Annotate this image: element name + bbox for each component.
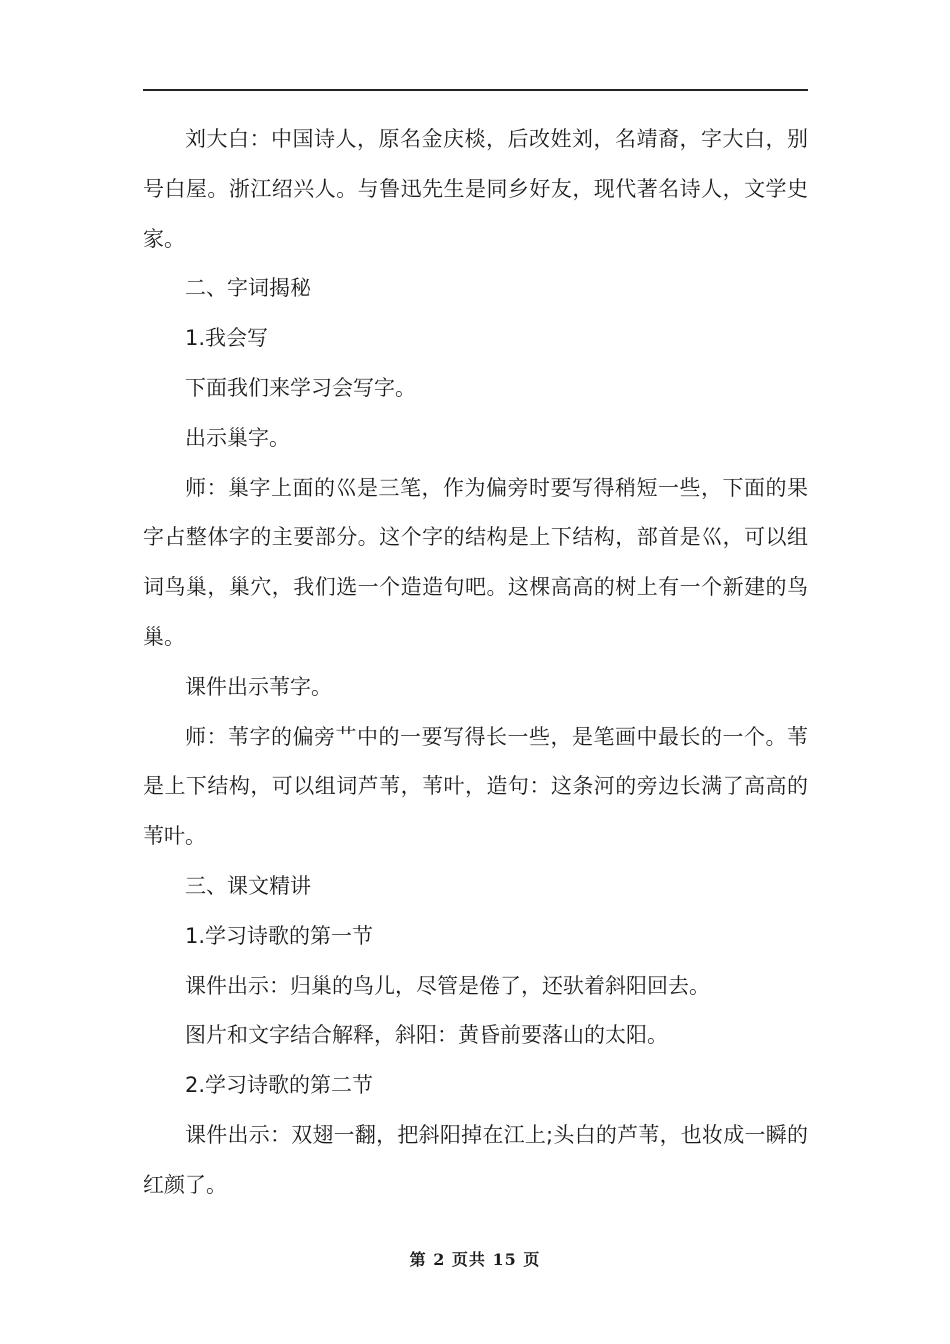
- section-heading-text-study: 三、课文精讲: [185, 873, 311, 898]
- subheading-stanza-1: 1.学习诗歌的第一节: [185, 923, 374, 948]
- document-body: [143, 115, 808, 1211]
- paragraph: 图片和文字结合解释，斜阳：黄昏前要落山的太阳。: [185, 1023, 668, 1048]
- page-number: 第 2 页共 15 页: [409, 1250, 541, 1269]
- subheading-stanza-2: 2.学习诗歌的第二节: [185, 1073, 374, 1098]
- paragraph: 师：苇字的偏旁艹中的一要写得长一些，是笔画中最长的一个。苇是上下结构，可以组词芦苇，苇叶，造句：这条河的旁边长满了高高的苇叶。: [143, 724, 808, 849]
- paragraph: 下面我们来学习会写字。: [185, 375, 416, 400]
- paragraph: 课件出示苇字。: [185, 674, 332, 699]
- paragraph: 师：巢字上面的巛是三笔，作为偏旁时要写得稍短一些，下面的果字占整体字的主要部分。这个字的结构是上下结构，部首是巛，可以组词鸟巢，巢穴，我们选一个造造句吧。这棵高高的树上有一个新建的鸟巢。: [143, 475, 808, 649]
- paragraph-author-intro: 刘大白：中国诗人，原名金庆棪，后改姓刘，名靖裔，字大白，别号白屋。浙江绍兴人。与鲁迅先生是同乡好友，现代著名诗人，文学史家。: [143, 127, 808, 251]
- paragraph: 课件出示：双翅一翻，把斜阳掉在江上;头白的芦苇，也妆成一瞬的红颜了。: [143, 1122, 808, 1197]
- section-heading-vocabulary: 二、字词揭秘: [185, 276, 311, 301]
- subheading-writing: 1.我会写: [185, 326, 269, 351]
- header-rule: [143, 89, 808, 91]
- paragraph: 课件出示：归巢的鸟儿，尽管是倦了，还驮着斜阳回去。: [185, 973, 710, 998]
- paragraph: 出示巢字。: [185, 425, 290, 450]
